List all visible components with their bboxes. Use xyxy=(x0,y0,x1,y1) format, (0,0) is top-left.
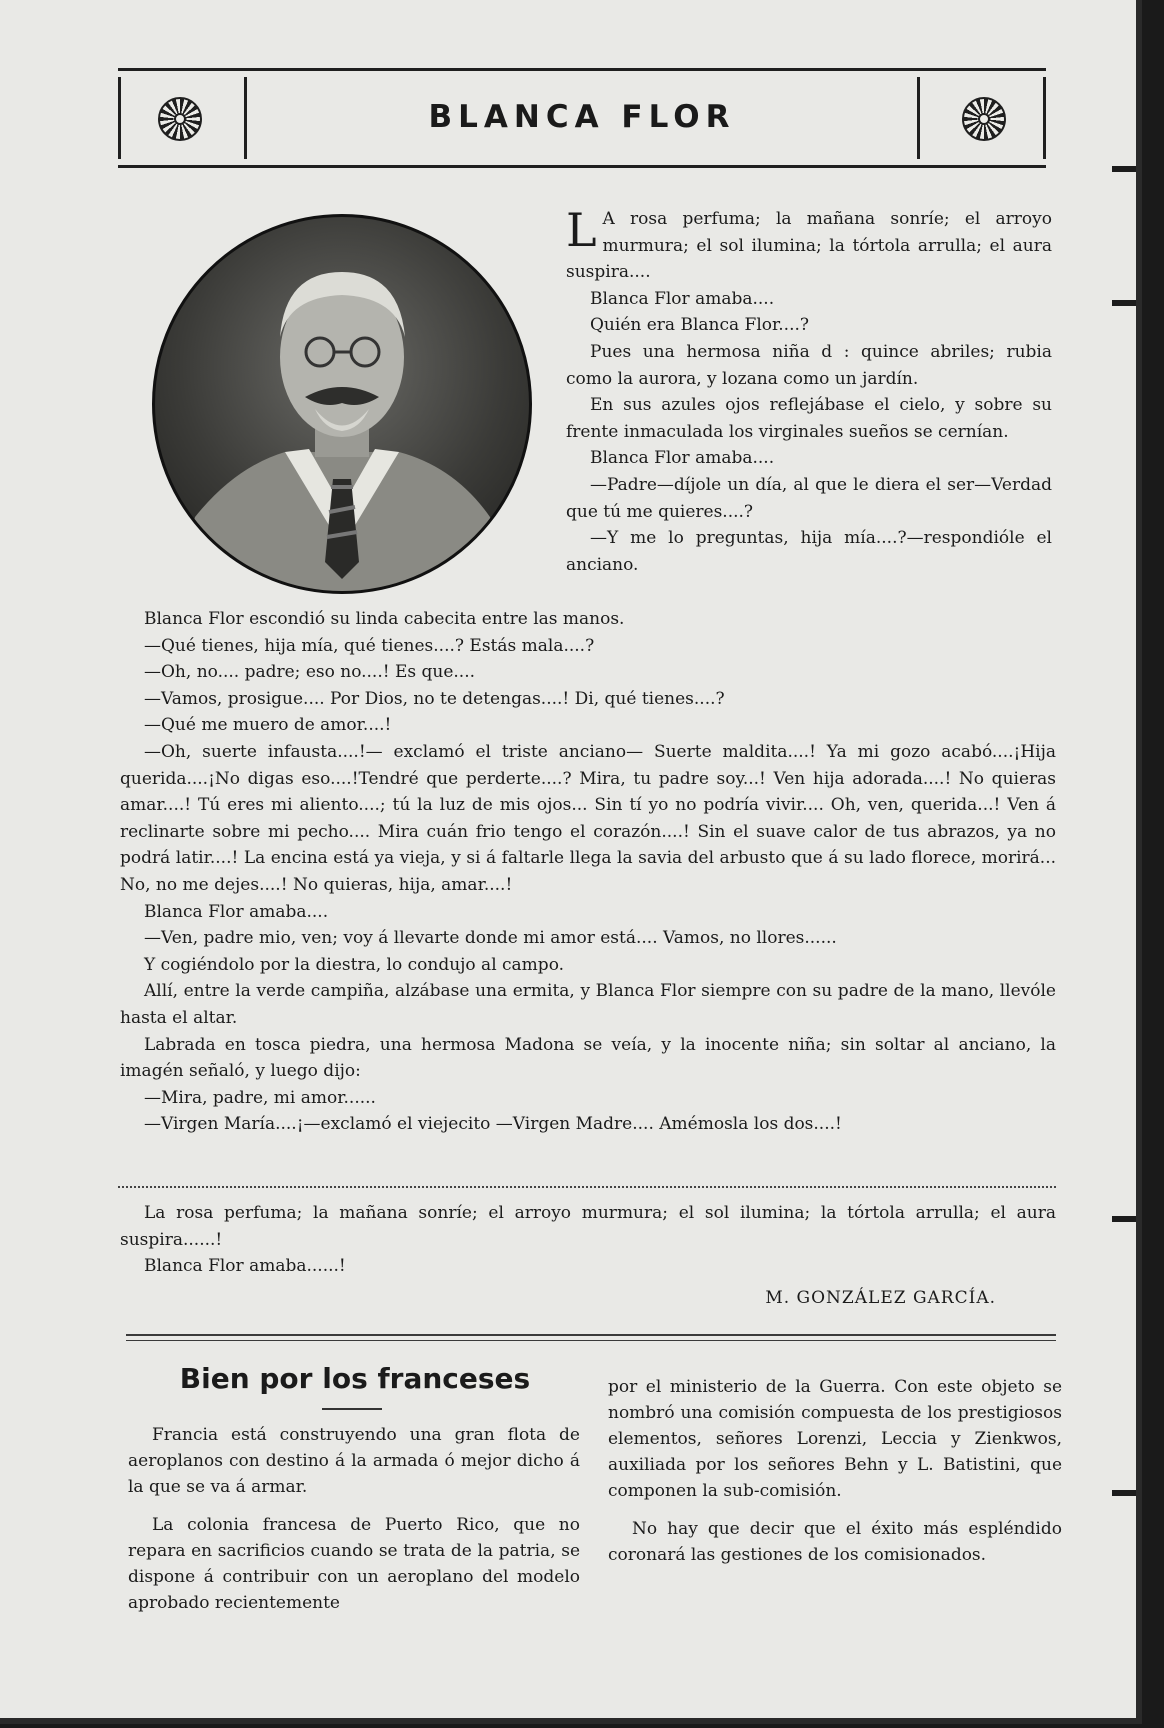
story-paragraph: Blanca Flor amaba.... xyxy=(144,901,329,922)
author-portrait-photo xyxy=(152,214,532,594)
article-paragraph: No hay que decir que el éxito más espléndido coronará las gestiones de los comisionados. xyxy=(608,1519,1062,1565)
story-paragraph: La rosa perfuma; la mañana sonríe; el arroyo murmura; el sol ilumina; la tórtola arrulla; el aura suspira......! xyxy=(120,1203,1056,1250)
story-paragraph: Allí, entre la verde campiña, alzábase una ermita, y Blanca Flor siempre con su padre de la mano, llevóle hasta el altar. xyxy=(120,981,1056,1028)
drop-cap: L xyxy=(566,203,597,257)
story-paragraph: Y cogiéndolo por la diestra, lo condujo al campo. xyxy=(144,954,565,975)
title-banner xyxy=(118,68,1046,168)
story-paragraph: —Ven, padre mio, ven; voy á llevarte donde mi amor está.... Vamos, no llores...... xyxy=(144,928,837,949)
page-title: BLANCA FLOR xyxy=(428,99,736,135)
binding-mark xyxy=(1112,300,1136,306)
story-paragraph: —Qué me muero de amor....! xyxy=(144,715,392,736)
story-paragraph: —Oh, no.... padre; eso no....! Es que.... xyxy=(144,662,476,683)
story-paragraph: Blanca Flor amaba.... xyxy=(590,288,775,309)
story-paragraph: —Virgen María....¡—exclamó el viejecito —Virgen Madre.... Amémosla los dos....! xyxy=(144,1114,842,1135)
story-closing xyxy=(120,1200,1056,1280)
story-paragraph: —Vamos, prosigue.... Por Dios, no te detengas....! Di, qué tienes....? xyxy=(144,688,725,709)
story-main-column xyxy=(120,606,1056,1138)
story-intro-column xyxy=(566,203,1052,578)
story-paragraph: —Qué tienes, hija mía, qué tienes....? Estás mala....? xyxy=(144,635,595,656)
section-divider xyxy=(126,1334,1056,1336)
story-paragraph: —Padre—díjole un día, al que le diera el ser—Verdad que tú me quieres....? xyxy=(566,474,1052,522)
story-paragraph: —Oh, suerte infausta....!— exclamó el triste anciano— Suerte maldita....! Ya mi gozo acabó....¡Hija querida....¡No digas eso....!Tendré que perderte....? Mira, tu padre soy...! Ven hija adorada....! No quieras amar....! Tú eres mi aliento....; tú la luz de mis ojos... Sin tí yo no podría vivir.... Oh, ven, querida...! Ven á reclinarte sobre mi pecho.... Mira cuán frio tengo el corazón....! Sin el suave calor de tus abrazos, ya no podrá latir....! La encina está ya vieja, y si á faltarle llega la savia del arbusto que á su lado florece, morirá... No, no me dejes....! No quieras, hija, amar....! xyxy=(120,741,1056,895)
story-paragraph: —Mira, padre, mi amor...... xyxy=(144,1087,376,1108)
story-paragraph: Quién era Blanca Flor....? xyxy=(590,315,809,336)
article-paragraph: La colonia francesa de Puerto Rico, que no repara en sacrificios cuando se trata de la patria, se dispone á contribuir con un aeroplano del modelo aprobado recientemente xyxy=(128,1515,580,1613)
article-paragraph: Francia está construyendo una gran flota de aeroplanos con destino á la armada ó mejor dicho á la que se va á armar. xyxy=(128,1425,580,1497)
story-paragraph: Blanca Flor amaba......! xyxy=(144,1256,346,1277)
article-left-column xyxy=(128,1422,580,1628)
title-underline xyxy=(322,1408,382,1410)
dotted-separator xyxy=(118,1186,1056,1188)
story-paragraph: Blanca Flor amaba.... xyxy=(590,448,775,469)
story-paragraph: —Y me lo preguntas, hija mía....?—respondióle el anciano. xyxy=(566,528,1052,575)
story-paragraph: En sus azules ojos reflejábase el cielo, y sobre su frente inmaculada los virginales sueños se cernían. xyxy=(566,395,1052,442)
story-paragraph: Blanca Flor escondió su linda cabecita entre las manos. xyxy=(144,609,625,629)
author-signature: M. GONZÁLEZ GARCÍA. xyxy=(765,1288,996,1308)
section-divider xyxy=(126,1340,1056,1341)
article-paragraph: por el ministerio de la Guerra. Con este objeto se nombró una comisión compuesta de los prestigiosos elementos, señores Lorenzi, Leccia y Zienkwos, auxiliada por los señores Behn y L. Batistini, que componen la sub-comisión. xyxy=(608,1377,1062,1501)
story-paragraph: L A rosa perfuma; la mañana sonríe; el arroyo murmura; el sol ilumina; la tórtola arrulla; el aura suspira.... xyxy=(566,203,1052,283)
article-title: Bien por los franceses xyxy=(179,1362,531,1395)
story-paragraph: Labrada en tosca piedra, una hermosa Madona se veía, y la inocente niña; sin soltar al anciano, la imagén señaló, y luego dijo: xyxy=(120,1034,1056,1082)
story-paragraph: Pues una hermosa niña d : quince abriles; rubia como la aurora, y lozana como un jardín. xyxy=(566,341,1052,389)
binding-mark xyxy=(1112,166,1136,172)
binding-mark xyxy=(1112,1490,1136,1496)
binding-mark xyxy=(1112,1216,1136,1222)
article-right-column xyxy=(608,1374,1062,1580)
